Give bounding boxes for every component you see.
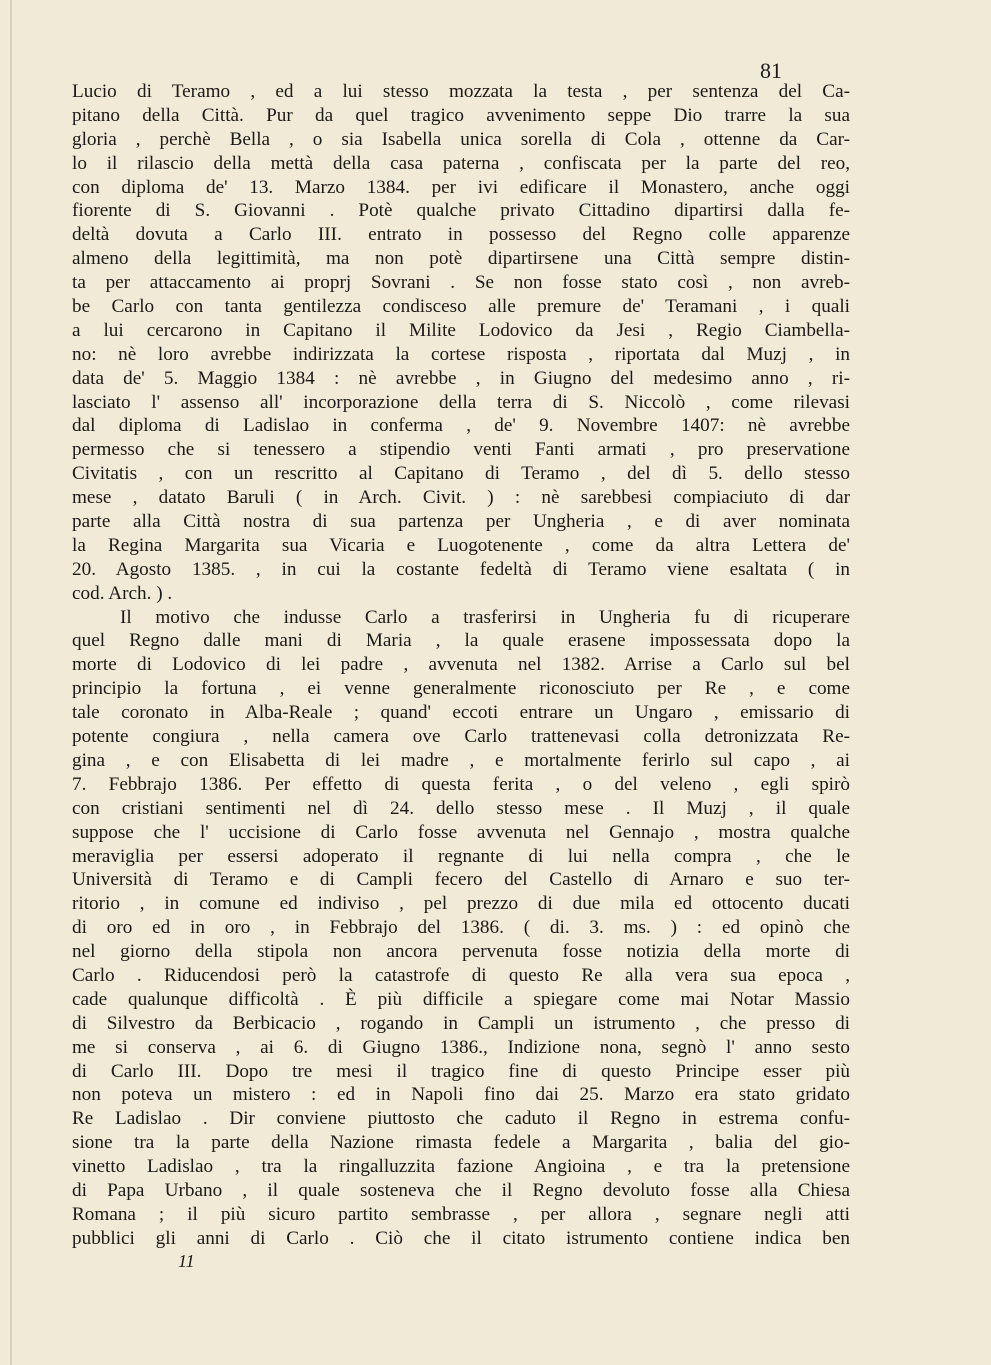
text-line: di oro ed in oro , in Febbrajo del 1386. ( di. 3. ms. ) : ed opinò che bbox=[72, 917, 850, 939]
text-line: nel giorno della stipola non ancora pervenuta fosse notizia della morte di bbox=[72, 941, 850, 963]
text-line: ta per attaccamento ai proprj Sovrani . Se non fosse stato così , non avreb- bbox=[72, 272, 850, 294]
text-line: lasciato l' assenso all' incorporazione della terra di S. Niccolò , come rilevasi bbox=[72, 391, 850, 413]
text-line: potente congiura , nella camera ove Carlo trattenevasi colla detronizzata Re- bbox=[72, 726, 850, 748]
text-line: Università di Teramo e di Campli fecero del Castello di Arnaro e suo ter- bbox=[72, 869, 850, 891]
text-line: Lucio di Teramo , ed a lui stesso mozzata la testa , per sentenza del Ca- bbox=[72, 81, 850, 102]
text-line: sione tra la parte della Nazione rimasta fedele a Margarita , balia del gio- bbox=[72, 1132, 850, 1154]
text-line: gina , e con Elisabetta di lei madre , e mortalmente ferirlo sul capo , ai bbox=[72, 749, 850, 771]
text-line: di Carlo III. Dopo tre mesi il tragico fine di questo Principe esser più bbox=[72, 1060, 850, 1082]
text-line: Civitatis , con un rescritto al Capitano di Teramo , del dì 5. dello stesso bbox=[72, 463, 850, 485]
text-line: permesso che si tenessero a stipendio venti Fanti armati , pro preservatione bbox=[72, 439, 850, 461]
text-line: meraviglia per essersi adoperato il regnante di lui nella compra , che le bbox=[72, 845, 850, 867]
text-line: almeno della legittimità, ma non potè dipartirsene una Città sempre distin- bbox=[72, 248, 850, 270]
text-line: no: nè loro avrebbe indirizzata la cortese risposta , riportata dal Muzj , in bbox=[72, 343, 850, 365]
text-line: suppose che l' uccisione di Carlo fosse avvenuta nel Gennajo , mostra qualche bbox=[72, 821, 850, 843]
text-line: Romana ; il più sicuro partito sembrasse , per allora , segnare negli atti bbox=[72, 1203, 850, 1225]
page-number: 81 bbox=[760, 58, 782, 83]
text-line: deltà dovuta a Carlo III. entrato in possesso del Regno colle apparenze bbox=[72, 224, 850, 246]
text-line: cod. Arch. ) . bbox=[72, 582, 173, 604]
text-line: pitano della Città. Pur da quel tragico avvenimento seppe Dio trarre la sua bbox=[72, 104, 850, 126]
text-line: be Carlo con tanta gentilezza condisceso alle premure de' Teramani , i quali bbox=[72, 296, 850, 318]
text-line: ritorio , in comune ed indiviso , pel prezzo di due mila ed ottocento ducati bbox=[72, 893, 850, 915]
text-line: la Regina Margarita sua Vicaria e Luogotenente , come da altra Lettera de' bbox=[72, 534, 850, 556]
text-line: cade qualunque difficoltà . È più difficile a spiegare come mai Notar Massio bbox=[72, 988, 850, 1010]
text-line: principio la fortuna , ei venne generalmente riconosciuto per Re , e come bbox=[72, 678, 850, 700]
text-line: dal diploma di Ladislao in conferma , de' 9. Novembre 1407: nè avrebbe bbox=[72, 415, 850, 437]
text-line: con diploma de' 13. Marzo 1384. per ivi edificare il Monastero, anche oggi bbox=[72, 176, 850, 198]
text-line: a lui cercarono in Capitano il Milite Lodovico da Jesi , Regio Ciambella- bbox=[72, 319, 850, 341]
text-line: di Papa Urbano , il quale sosteneva che il Regno devoluto fosse alla Chiesa bbox=[72, 1179, 850, 1201]
text-line: 20. Agosto 1385. , in cui la costante fedeltà di Teramo viene esaltata ( in bbox=[72, 558, 850, 580]
text-line: 7. Febbrajo 1386. Per effetto di questa ferita , o del veleno , egli spirò bbox=[72, 773, 850, 795]
text-line: lo il rilascio della mettà della casa paterna , confiscata per la parte del reo, bbox=[72, 152, 850, 174]
signature-mark: 11 bbox=[178, 1251, 195, 1271]
text-line: tale coronato in Alba-Reale ; quand' eccoti entrare un Ungaro , emissario di bbox=[72, 702, 850, 724]
text-line: fiorente di S. Giovanni . Potè qualche privato Cittadino dipartirsi dalla fe- bbox=[72, 200, 850, 222]
text-line: quel Regno dalle mani di Maria , la quale erasene impossessata dopo la bbox=[72, 630, 850, 652]
text-line: parte alla Città nostra di sua partenza per Ungheria , e di aver nominata bbox=[72, 511, 850, 533]
text-line: Carlo . Riducendosi però la catastrofe di questo Re alla vera sua epoca , bbox=[72, 964, 850, 986]
text-line: non poteva un mistero : ed in Napoli fino dai 25. Marzo era stato gridato bbox=[72, 1084, 850, 1106]
text-line: data de' 5. Maggio 1384 : nè avrebbe , in Giugno del medesimo anno , ri- bbox=[72, 367, 850, 389]
text-line: me si conserva , ai 6. di Giugno 1386., Indizione nona, segnò l' anno sesto bbox=[72, 1036, 850, 1058]
text-line: gloria , perchè Bella , o sia Isabella unica sorella di Cola , ottenne da Car- bbox=[72, 128, 850, 150]
text-line: di Silvestro da Berbicacio , rogando in Campli un istrumento , che presso di bbox=[72, 1012, 850, 1034]
text-line: pubblici gli anni di Carlo . Ciò che il citato istrumento contiene indica ben bbox=[72, 1227, 850, 1249]
text-line: mese , datato Baruli ( in Arch. Civit. ) : nè sarebbesi compiaciuto di dar bbox=[72, 487, 850, 509]
text-line: Re Ladislao . Dir conviene piuttosto che caduto il Regno in estrema confu- bbox=[72, 1108, 850, 1130]
body-text bbox=[72, 80, 850, 1251]
page-edge bbox=[10, 0, 12, 1365]
text-line: con cristiani sentimenti nel dì 24. dello stesso mese . Il Muzj , il quale bbox=[72, 797, 850, 819]
text-line: vinetto Ladislao , tra la ringalluzzita fazione Angioina , e tra la pretensione bbox=[72, 1156, 850, 1178]
text-line: morte di Lodovico di lei padre , avvenuta nel 1382. Arrise a Carlo sul bel bbox=[72, 654, 850, 676]
text-line: Il motivo che indusse Carlo a trasferirsi in Ungheria fu di ricuperare bbox=[120, 606, 850, 628]
